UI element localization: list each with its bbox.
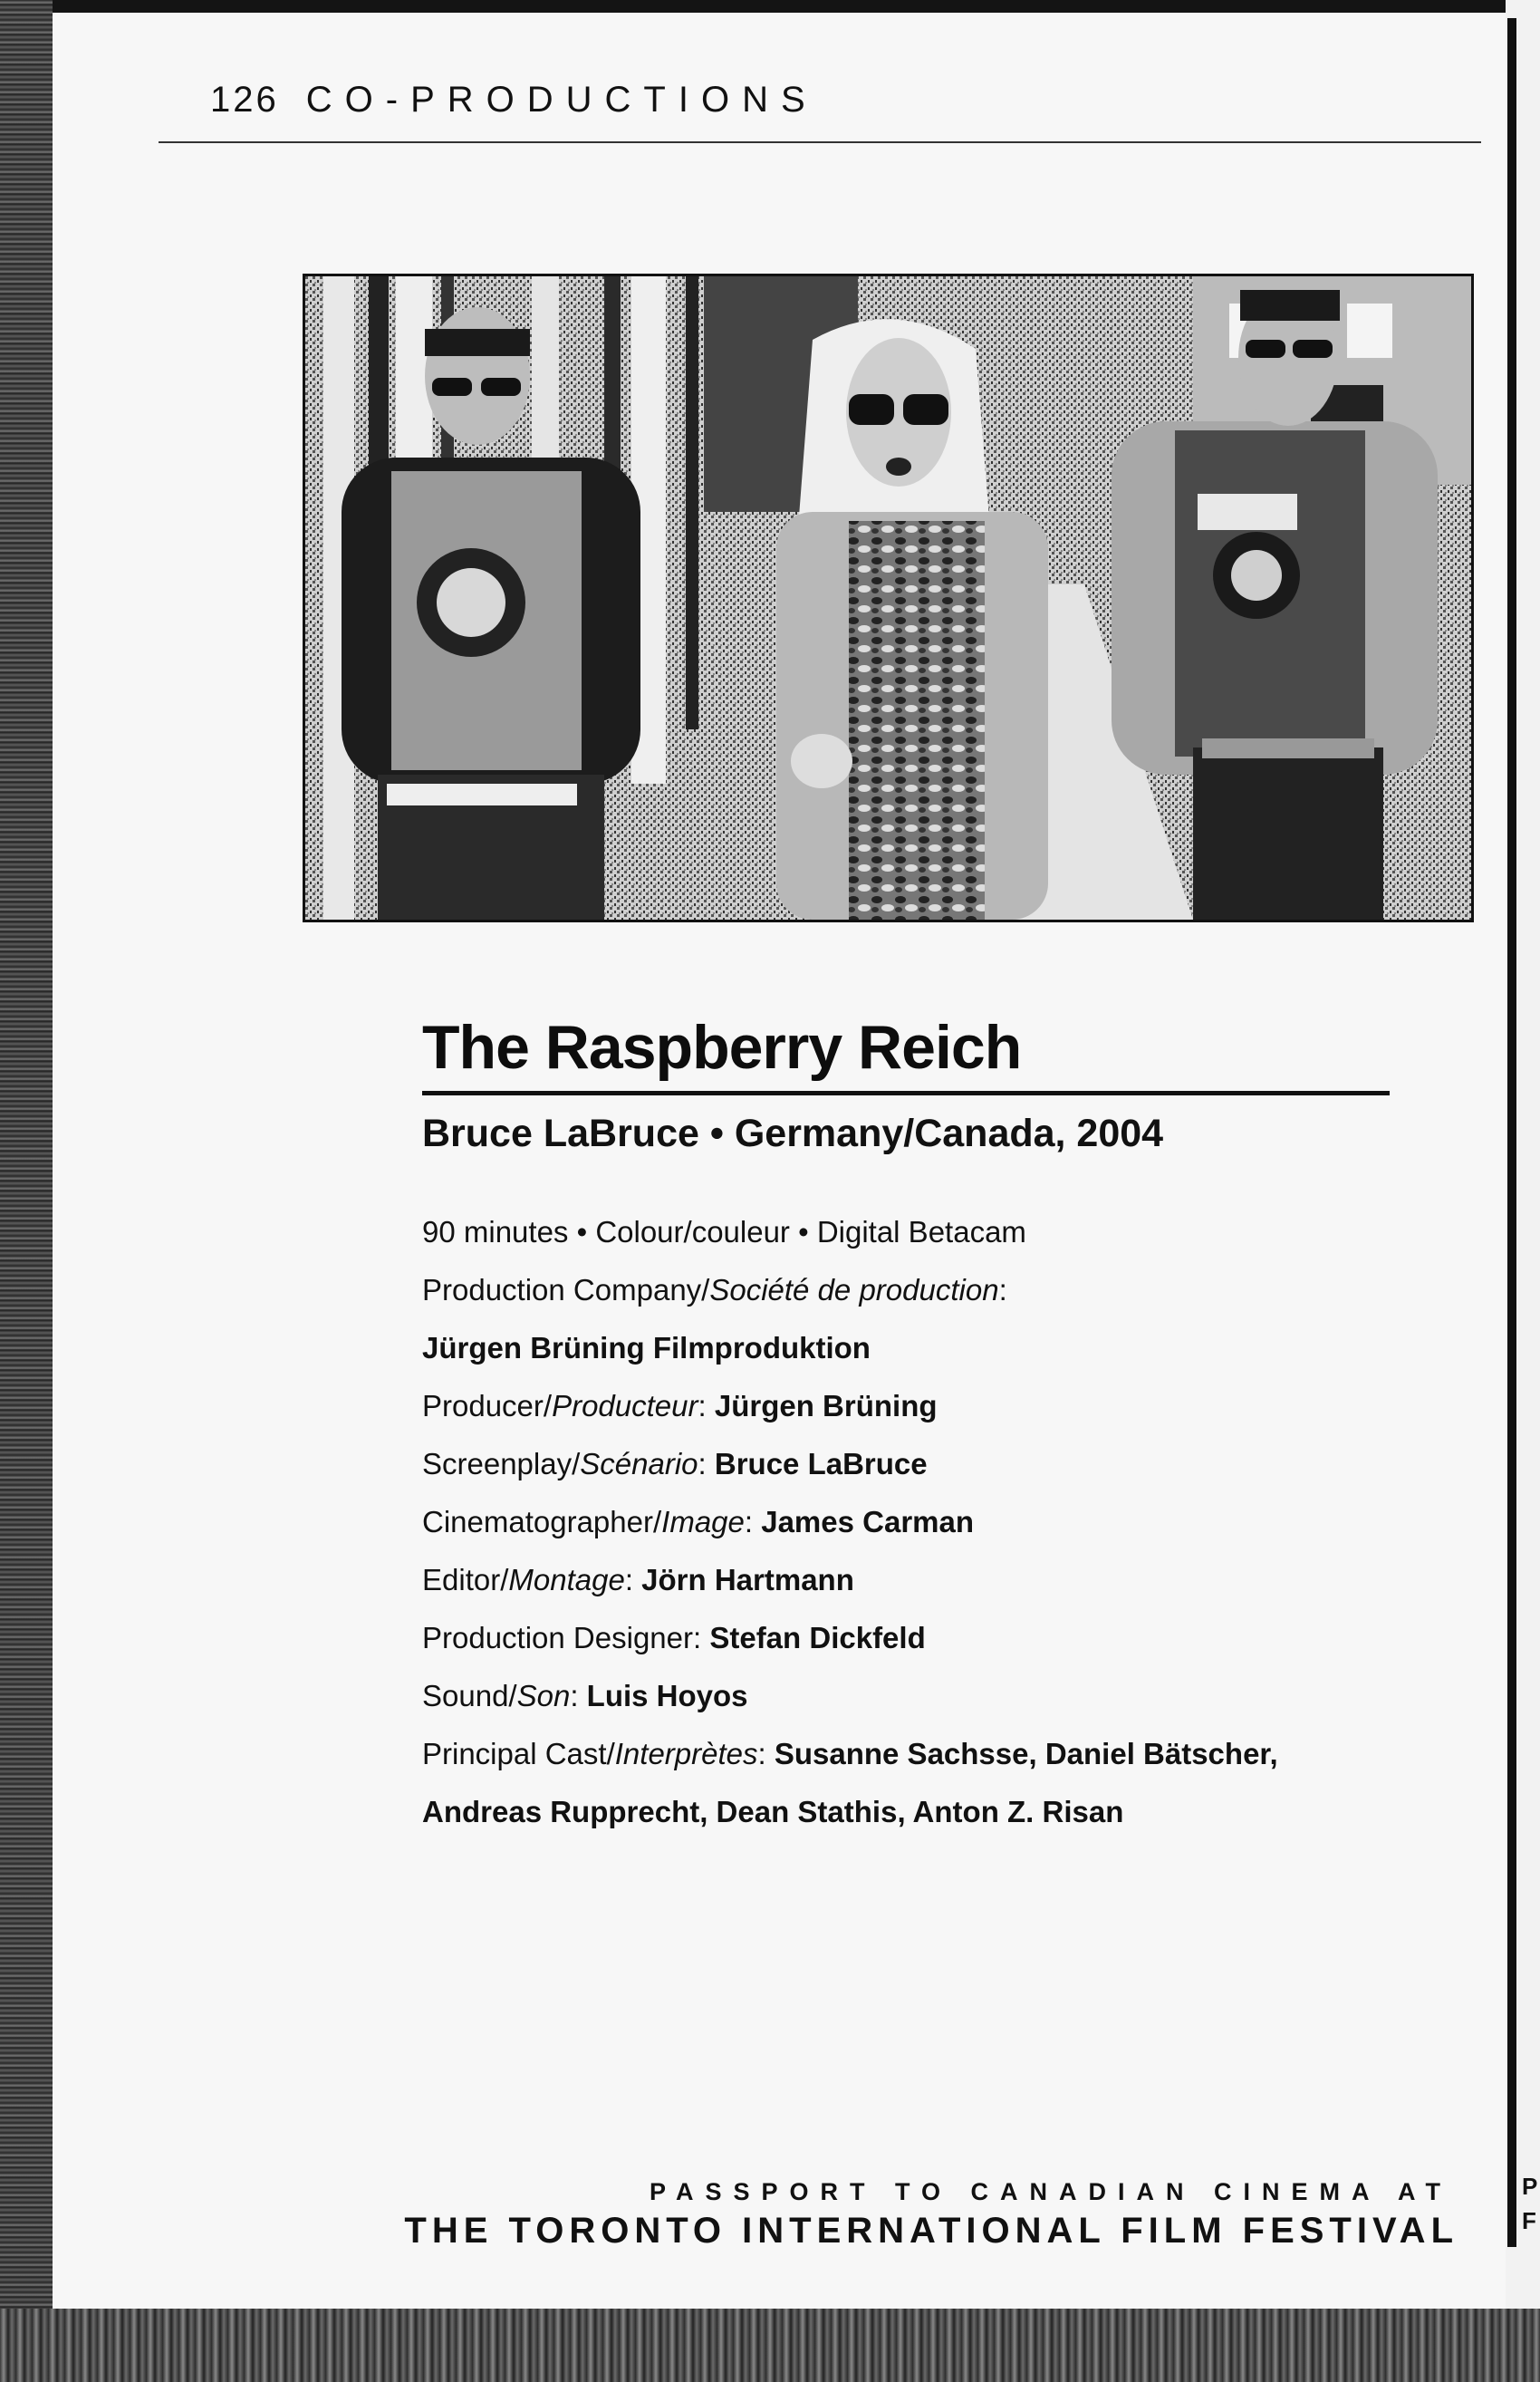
credit-label: Production Designer (422, 1621, 693, 1654)
credit-label-fr: Montage (508, 1563, 625, 1596)
film-director-country-year: Bruce LaBruce • Germany/Canada, 2004 (422, 1112, 1164, 1155)
credit-value: Susanne Sachsse, Daniel Bätscher, (774, 1737, 1278, 1770)
credit-cast-continued (422, 1783, 1446, 1841)
credit-label-fr: Son (516, 1679, 571, 1712)
credit-editor (422, 1551, 1446, 1609)
credit-colon: : (570, 1679, 587, 1712)
credit-label-fr: Société de production (709, 1273, 999, 1307)
section-title: CO-PRODUCTIONS (305, 80, 818, 120)
header-rule (159, 141, 1481, 143)
credit-production-company-label (422, 1261, 1446, 1319)
running-head (210, 80, 818, 121)
credit-label: Production Company/ (422, 1273, 710, 1307)
credit-specs (422, 1203, 1446, 1261)
credit-label: Screenplay/ (422, 1447, 581, 1480)
credit-cast (422, 1725, 1446, 1783)
credit-value: Andreas Rupprecht, Dean Stathis, Anton Z. Risan (422, 1795, 1124, 1828)
specs-text: 90 minutes • Colour/couleur • Digital Betacam (422, 1215, 1026, 1249)
credit-cinematographer (422, 1493, 1446, 1551)
credit-value: Jürgen Brüning (714, 1389, 938, 1422)
footer-tagline: PASSPORT TO CANADIAN CINEMA AT (649, 2178, 1452, 2205)
credit-label: Cinematographer/ (422, 1505, 662, 1538)
scan-edge-bottom (0, 2309, 1540, 2382)
next-page-letter: P (1522, 2173, 1538, 2200)
next-page-letter: F (1522, 2207, 1536, 2234)
credit-colon: : (757, 1737, 775, 1770)
credit-label-fr: Scénario (580, 1447, 698, 1480)
credit-screenplay (422, 1435, 1446, 1493)
credit-label-fr: Image (661, 1505, 745, 1538)
credit-value: Jürgen Brüning Filmproduktion (422, 1331, 871, 1365)
credit-value: James Carman (761, 1505, 975, 1538)
credit-producer (422, 1377, 1446, 1435)
credit-sound (422, 1667, 1446, 1725)
credit-colon: : (693, 1621, 710, 1654)
credit-value: Luis Hoyos (586, 1679, 748, 1712)
next-page-border (1507, 18, 1516, 2247)
credit-label-fr: Interprètes (614, 1737, 758, 1770)
credits-list (422, 1203, 1446, 1841)
credit-colon: : (998, 1273, 1007, 1307)
credit-production-designer (422, 1609, 1446, 1667)
scan-edge-left (0, 0, 53, 2382)
credit-label: Principal Cast/ (422, 1737, 615, 1770)
credit-label-fr: Producteur (552, 1389, 698, 1422)
credit-label: Producer/ (422, 1389, 553, 1422)
credit-colon: : (698, 1447, 715, 1480)
credit-value: Bruce LaBruce (714, 1447, 928, 1480)
film-still-photo (303, 274, 1474, 922)
film-still-image (305, 276, 1471, 920)
title-rule (422, 1091, 1390, 1095)
credit-value: Jörn Hartmann (641, 1563, 854, 1596)
film-title: The Raspberry Reich (422, 1013, 1022, 1082)
credit-colon: : (698, 1389, 715, 1422)
credit-value: Stefan Dickfeld (709, 1621, 926, 1654)
page-number: 126 (210, 80, 279, 120)
credit-production-company-value (422, 1319, 1446, 1377)
credit-colon: : (744, 1505, 762, 1538)
footer-festival-name: THE TORONTO INTERNATIONAL FILM FESTIVAL (404, 2211, 1458, 2251)
credit-label: Editor/ (422, 1563, 509, 1596)
credit-label: Sound/ (422, 1679, 517, 1712)
credit-colon: : (624, 1563, 642, 1596)
